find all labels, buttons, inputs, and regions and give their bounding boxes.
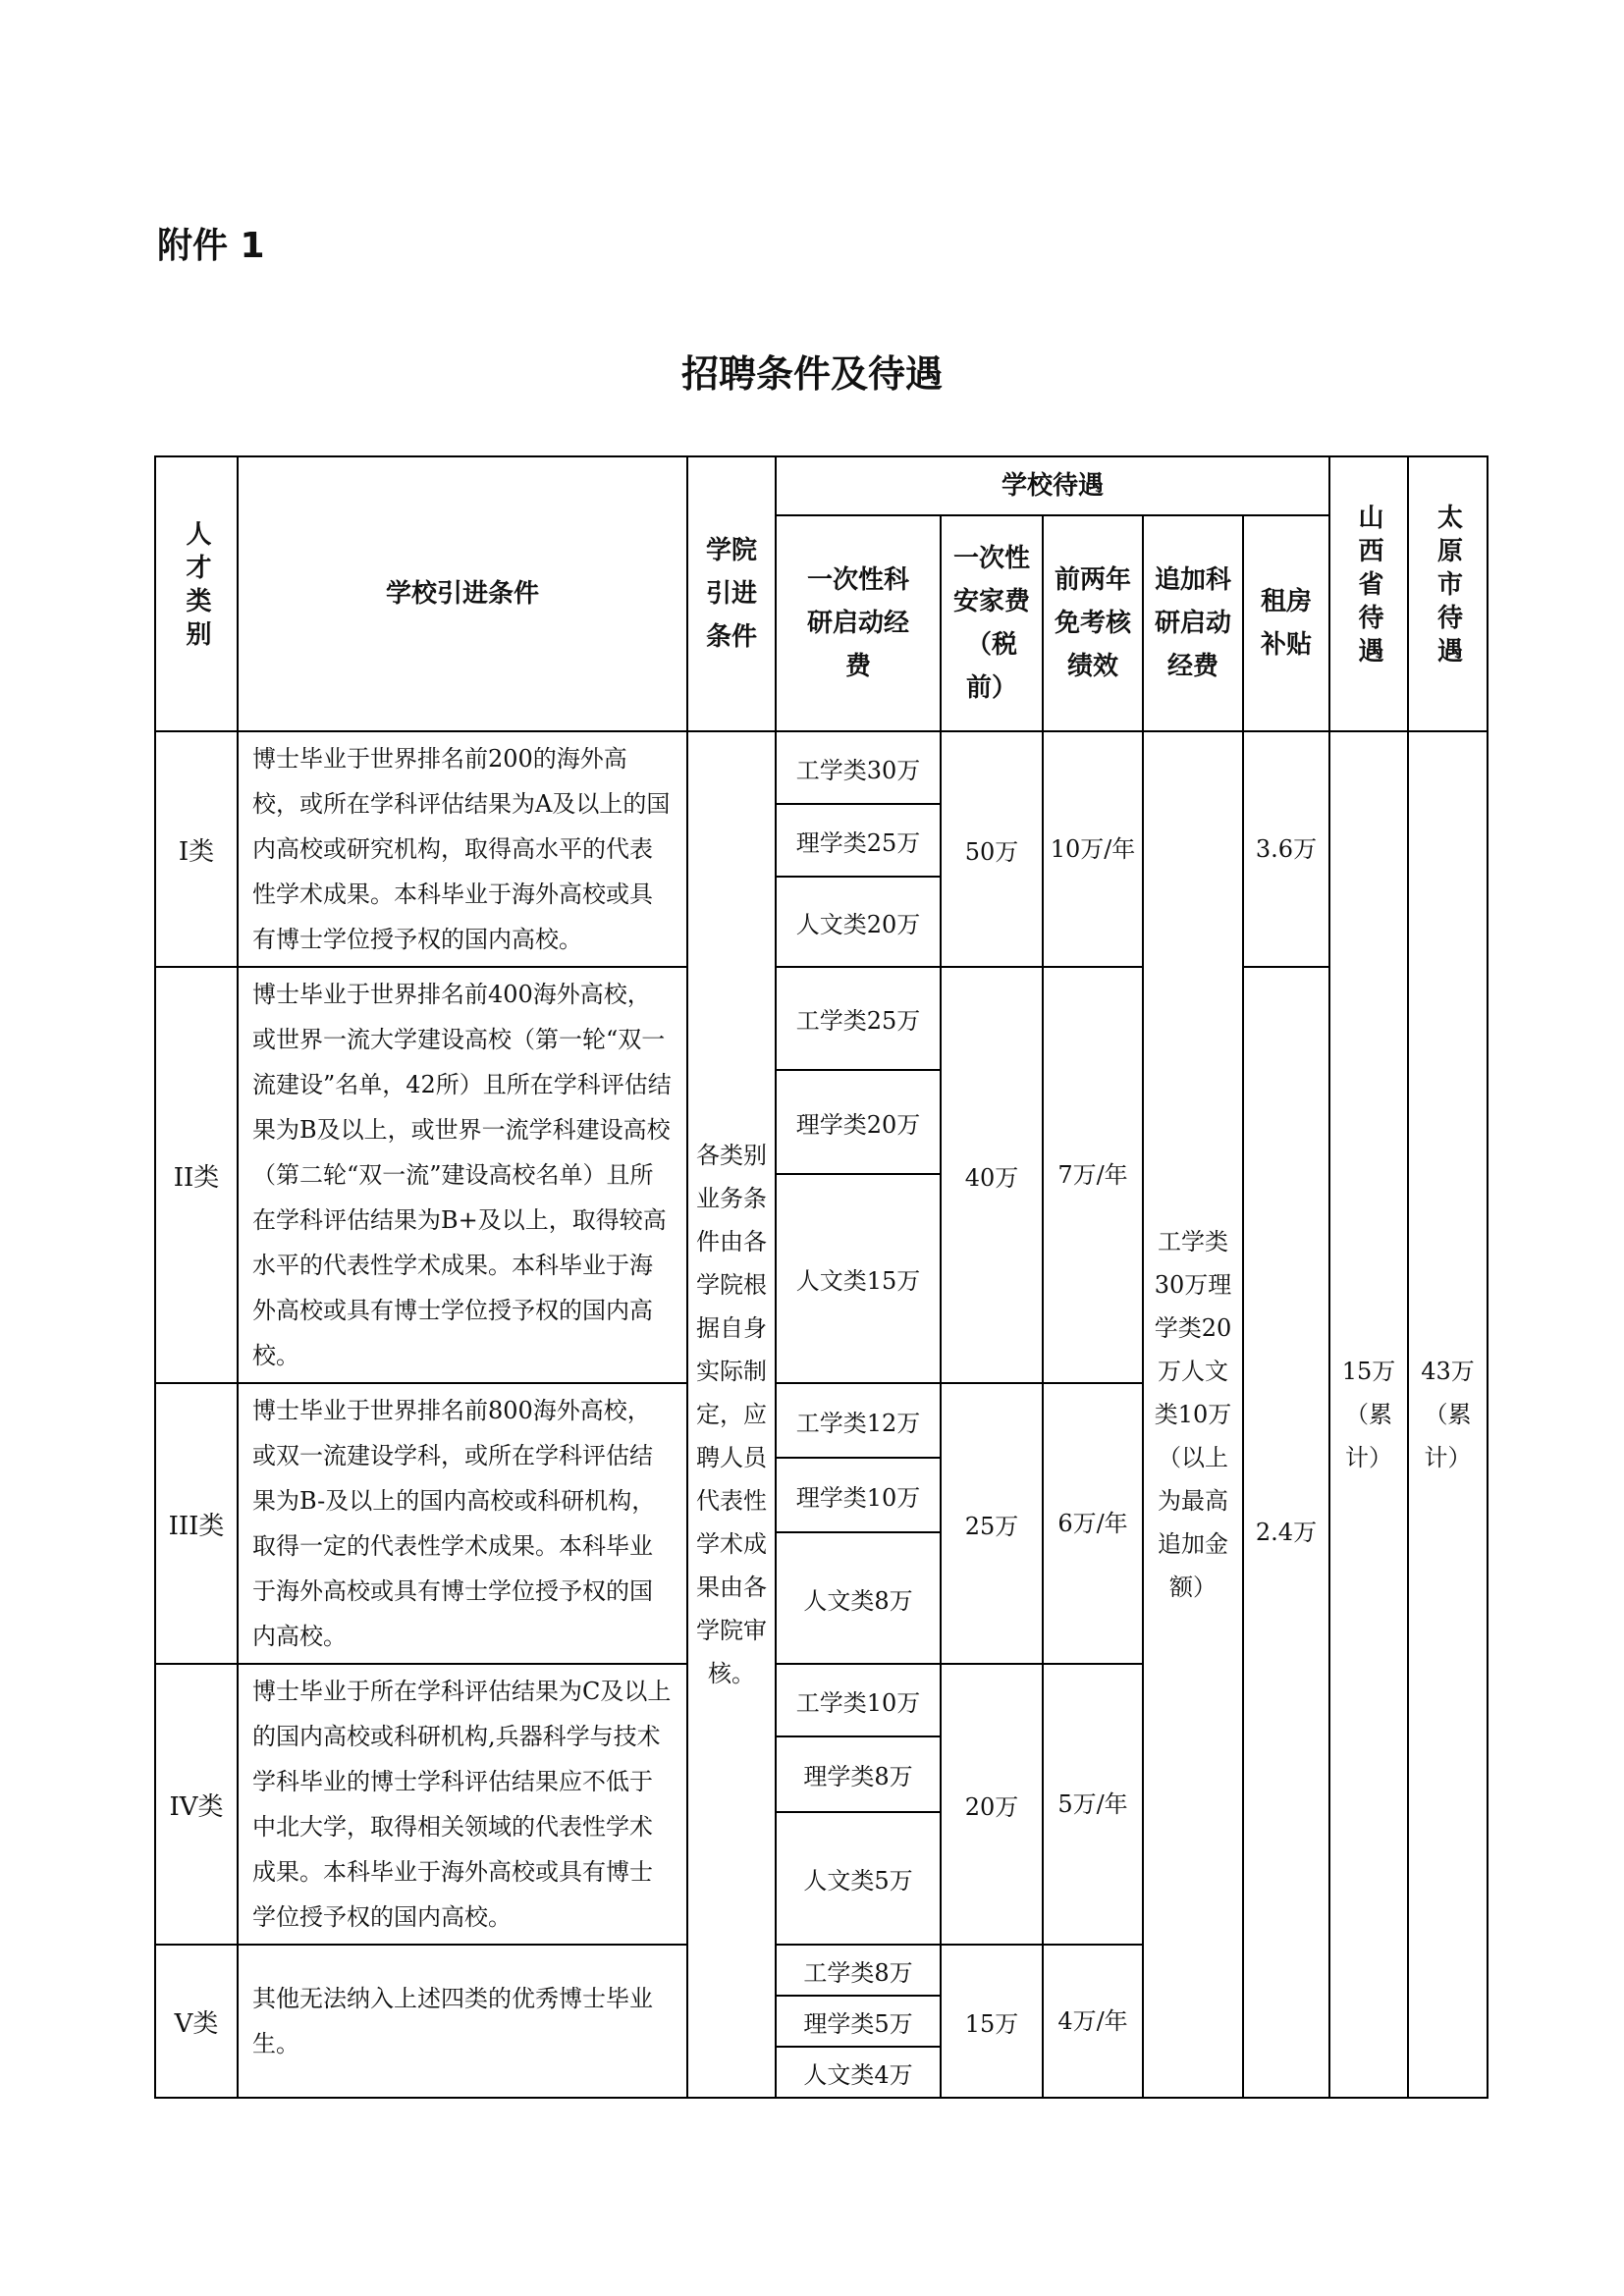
row-condition: 其他无法纳入上述四类的优秀博士毕业生。 xyxy=(238,1945,687,2098)
annex-label: 附件 1 xyxy=(157,226,265,266)
row-condition: 博士毕业于世界排名前800海外高校，或双一流建设学科，或所在学科评估结果为B-及以上的国内高校或科研机构，取得一定的代表性学术成果。本科毕业于海外高校或具有博士学位授予权的国内高校。 xyxy=(238,1383,687,1664)
row-category: IV类 xyxy=(155,1664,238,1945)
fund-cell: 工学类8万 xyxy=(776,1945,941,1996)
fund-cell: 人文类8万 xyxy=(776,1532,941,1664)
settle-cell: 25万 xyxy=(941,1383,1043,1664)
exempt-cell: 7万/年 xyxy=(1043,967,1143,1383)
row-category: V类 xyxy=(155,1945,238,2098)
header-exempt: 前两年免考核绩效 xyxy=(1043,515,1143,731)
header-shanxi: 山西省待遇 xyxy=(1329,456,1408,731)
fund-cell: 人文类15万 xyxy=(776,1174,941,1383)
extra-fund-note: 工学类30万理学类20万人文类10万（以上为最高追加金额） xyxy=(1143,731,1243,2098)
header-school-benefits: 学校待遇 xyxy=(776,456,1329,515)
fund-cell: 工学类25万 xyxy=(776,967,941,1070)
rent-cell: 3.6万 xyxy=(1243,731,1329,967)
fund-cell: 人文类4万 xyxy=(776,2047,941,2098)
fund-cell: 理学类10万 xyxy=(776,1458,941,1532)
fund-cell: 理学类20万 xyxy=(776,1070,941,1173)
row-category: II类 xyxy=(155,967,238,1383)
header-taiyuan: 太原市待遇 xyxy=(1408,456,1488,731)
recruitment-table xyxy=(154,455,1489,2099)
row-condition: 博士毕业于所在学科评估结果为C及以上的国内高校或科研机构,兵器科学与技术学科毕业的博士学科评估结果应不低于中北大学，取得相关领域的代表性学术成果。本科毕业于海外高校或具有博士学位授予权的国内高校。 xyxy=(238,1664,687,1945)
exempt-cell: 6万/年 xyxy=(1043,1383,1143,1664)
row-category: I类 xyxy=(155,731,238,967)
taiyuan-value: 43万（累计） xyxy=(1408,731,1488,2098)
exempt-cell: 10万/年 xyxy=(1043,731,1143,967)
header-startup-fund: 一次性科研启动经费 xyxy=(776,515,941,731)
header-rent: 租房补贴 xyxy=(1243,515,1329,731)
fund-cell: 人文类5万 xyxy=(776,1812,941,1945)
settle-cell: 15万 xyxy=(941,1945,1043,2098)
row-condition: 博士毕业于世界排名前400海外高校，或世界一流大学建设高校（第一轮“双一流建设”名单，42所）且所在学科评估结果为B及以上，或世界一流学科建设高校（第二轮“双一流”建设高校名单）且所在学科评估结果为B+及以上，取得较高水平的代表性学术成果。本科毕业于海外高校或具有博士学位授予权的国内高校。 xyxy=(238,967,687,1383)
header-college-conditions: 学院引进条件 xyxy=(687,456,776,731)
college-note: 各类别业务条件由各学院根据自身实际制定，应聘人员代表性学术成果由各学院审核。 xyxy=(687,731,776,2098)
header-settle-fee: 一次性安家费（税前） xyxy=(941,515,1043,731)
exempt-cell: 4万/年 xyxy=(1043,1945,1143,2098)
settle-cell: 40万 xyxy=(941,967,1043,1383)
fund-cell: 人文类20万 xyxy=(776,877,941,967)
fund-cell: 理学类8万 xyxy=(776,1736,941,1811)
fund-cell: 工学类30万 xyxy=(776,731,941,804)
row-category: III类 xyxy=(155,1383,238,1664)
exempt-cell: 5万/年 xyxy=(1043,1664,1143,1945)
header-school-conditions: 学校引进条件 xyxy=(238,456,687,731)
rent-cell: 2.4万 xyxy=(1243,967,1329,2098)
settle-cell: 50万 xyxy=(941,731,1043,967)
page-title: 招聘条件及待遇 xyxy=(680,352,943,396)
header-extra-fund: 追加科研启动经费 xyxy=(1143,515,1243,731)
fund-cell: 工学类10万 xyxy=(776,1664,941,1736)
settle-cell: 20万 xyxy=(941,1664,1043,1945)
header-category: 人才类别 xyxy=(155,456,238,731)
shanxi-value: 15万（累计） xyxy=(1329,731,1408,2098)
fund-cell: 理学类25万 xyxy=(776,804,941,877)
fund-cell: 工学类12万 xyxy=(776,1383,941,1458)
row-condition: 博士毕业于世界排名前200的海外高校，或所在学科评估结果为A及以上的国内高校或研究机构，取得高水平的代表性学术成果。本科毕业于海外高校或具有博士学位授予权的国内高校。 xyxy=(238,731,687,967)
fund-cell: 理学类5万 xyxy=(776,1996,941,2047)
